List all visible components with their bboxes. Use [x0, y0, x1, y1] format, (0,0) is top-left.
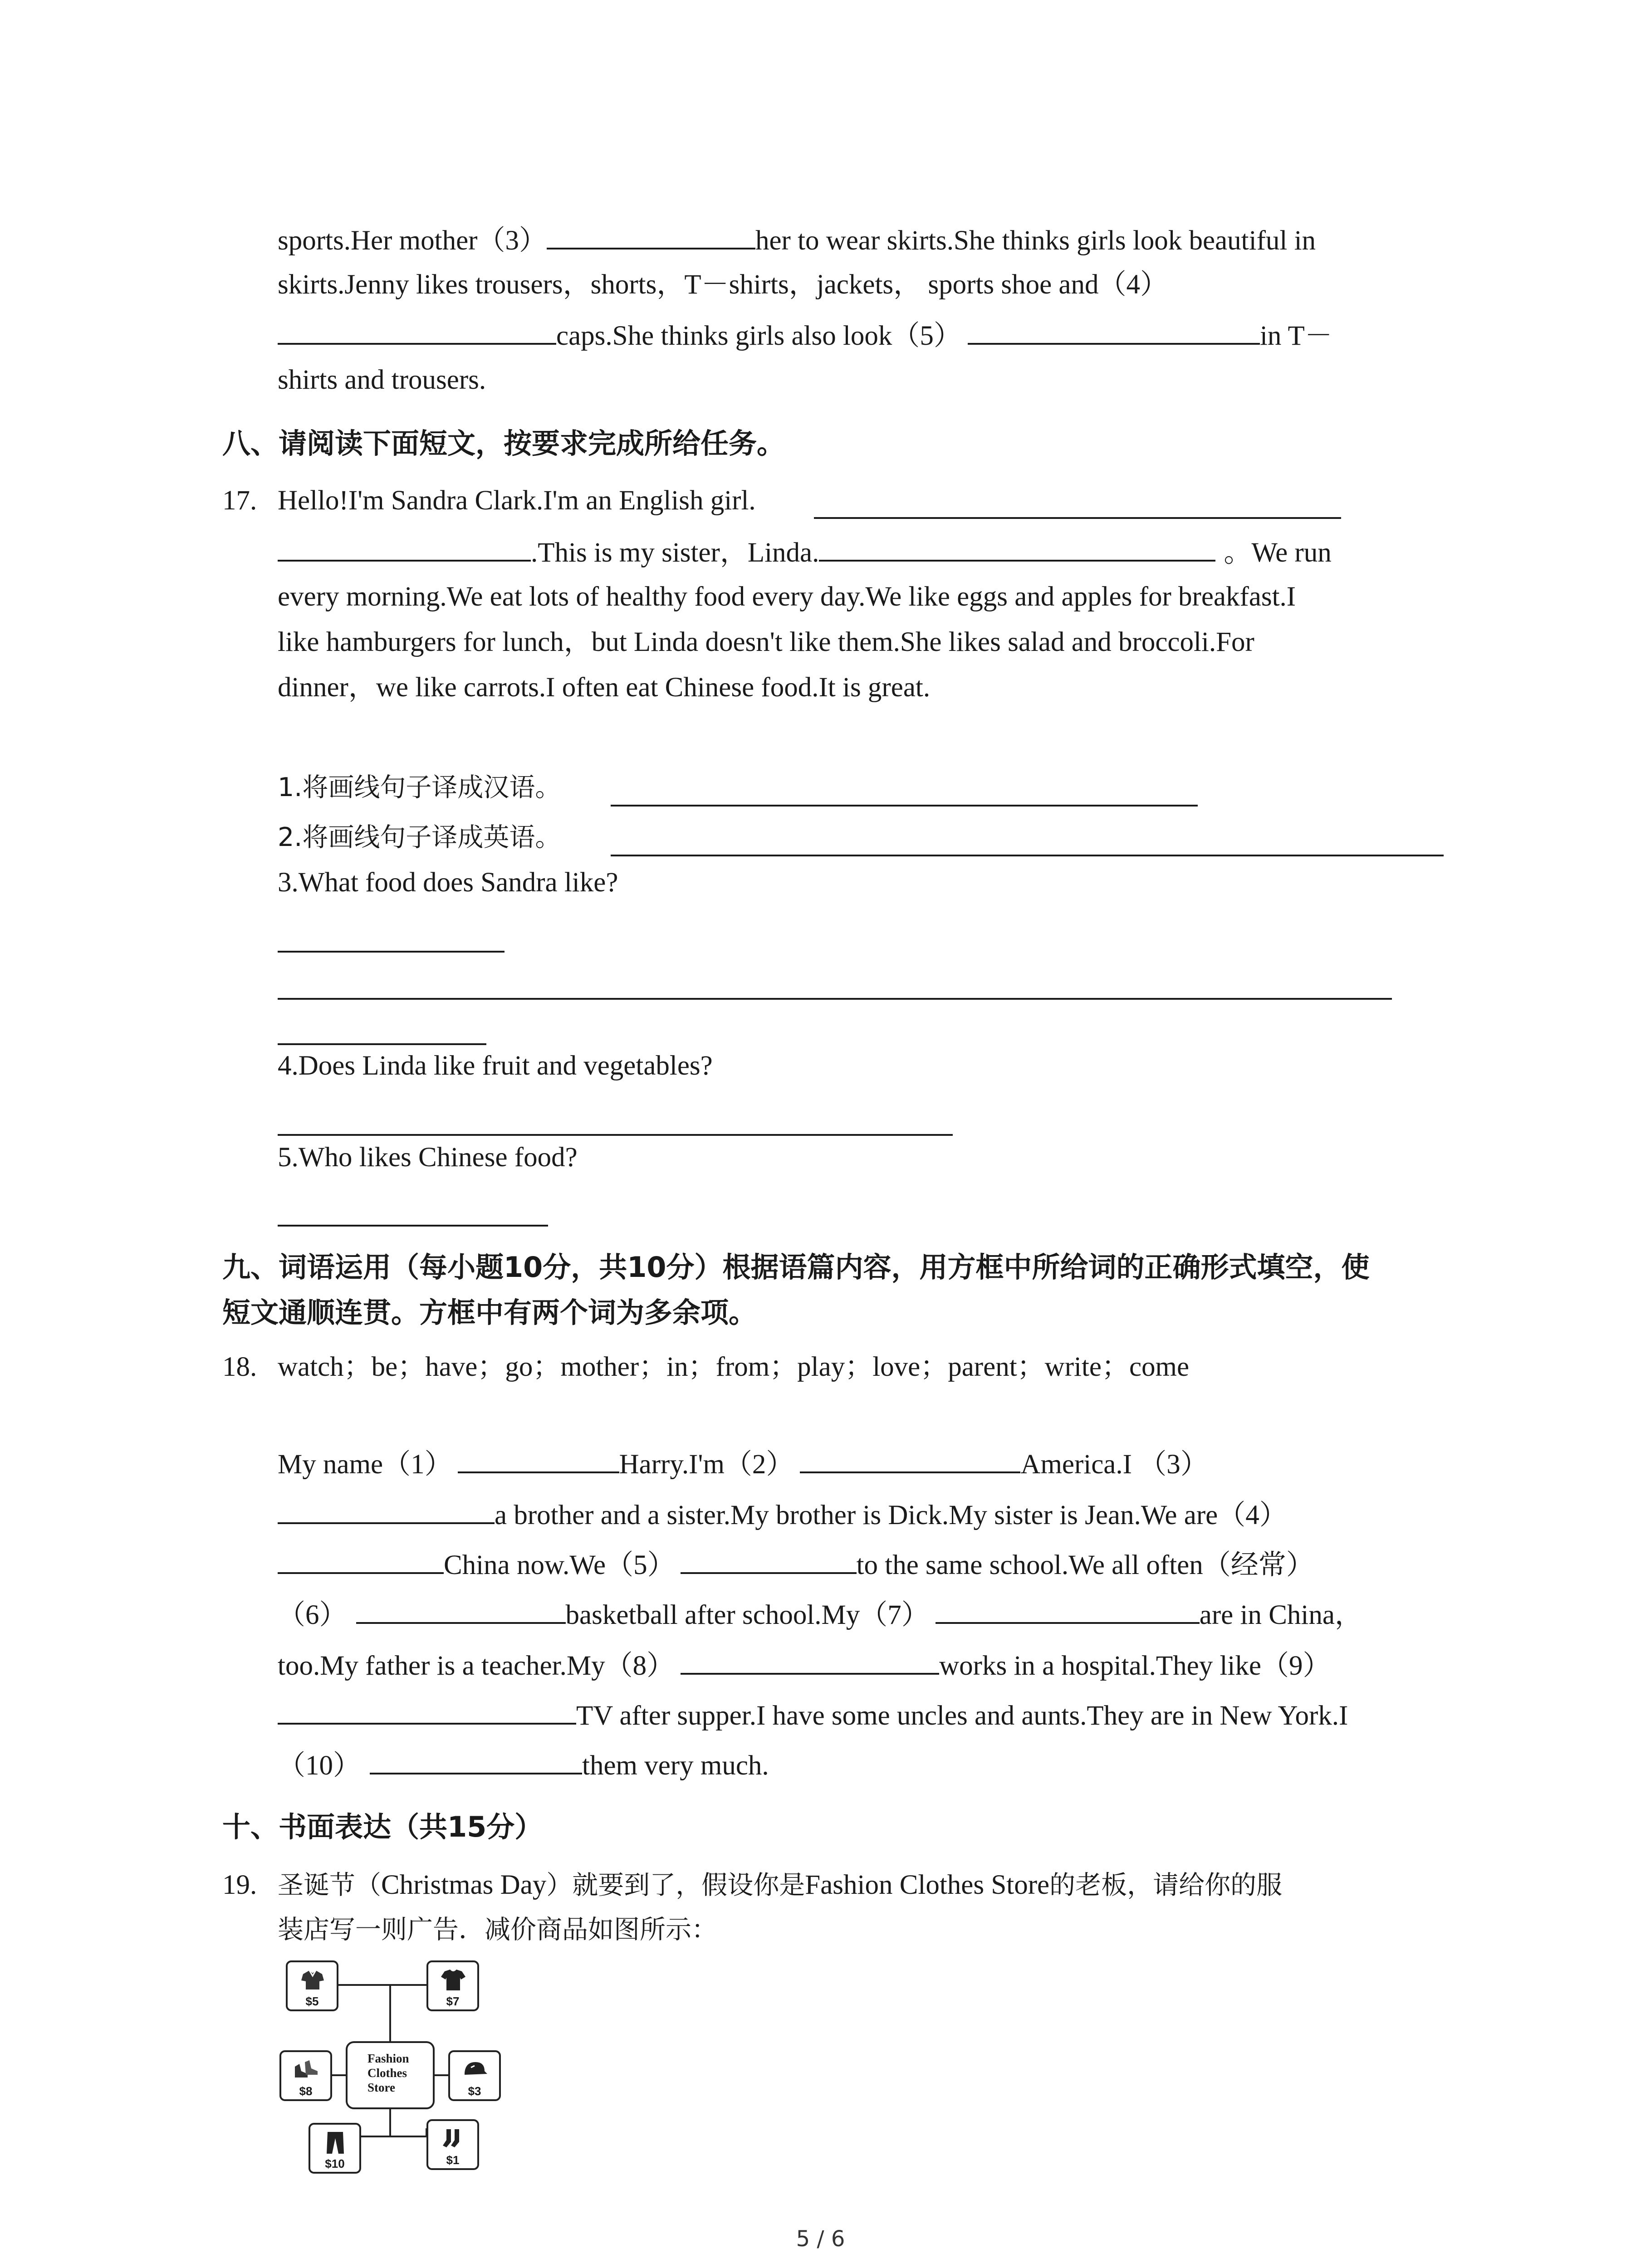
answer-line[interactable]: [278, 1043, 486, 1045]
sale-item-cap: [448, 2050, 501, 2101]
passage-line: shirts and trousers.: [278, 365, 486, 395]
question-number: 19.: [222, 1870, 257, 1900]
answer-line[interactable]: [278, 1134, 953, 1136]
section-heading: 八、请阅读下面短文，按要求完成所给任务。: [222, 427, 785, 460]
page-number: 5 / 6: [796, 2226, 845, 2252]
word-bank: watch；be；have；go；mother；in；from；play；love；parent；write；come: [278, 1352, 1190, 1382]
answer-line[interactable]: [278, 951, 505, 953]
answer-line[interactable]: [611, 805, 1198, 807]
store-center-node: [346, 2041, 435, 2109]
answer-blank[interactable]: [547, 221, 755, 249]
answer-blank[interactable]: [370, 1746, 582, 1774]
reading-paragraph: dinner，we like carrots.I often eat Chinese food.It is great.: [278, 672, 931, 703]
answer-blank[interactable]: [936, 1596, 1200, 1624]
price-label: $10: [325, 2157, 345, 2170]
shoes-icon: [292, 2058, 320, 2082]
writing-prompt: 圣诞节（Christmas Day）就要到了，假设你是Fashion Clothes Store的老板，请给你的服: [278, 1870, 1283, 1900]
sale-item-shirt: [286, 1960, 338, 2011]
answer-blank[interactable]: [800, 1445, 1020, 1473]
question-number: 17.: [222, 485, 257, 516]
task-question: 1.将画线句子译成汉语。: [278, 772, 561, 802]
reading-paragraph: .This is my sister，Linda. 。We run: [278, 533, 1332, 571]
writing-prompt: 装店写一则广告．减价商品如图所示：: [278, 1915, 717, 1945]
answer-blank[interactable]: [278, 1496, 495, 1524]
answer-line[interactable]: [278, 998, 1392, 1000]
reading-paragraph: every morning.We eat lots of healthy food every day.We like eggs and apples for breakfast.I: [278, 582, 1296, 612]
sale-item-t-shirt: [426, 1960, 479, 2011]
shirt-icon: [299, 1968, 327, 1992]
price-label: $1: [446, 2153, 460, 2167]
price-label: $5: [305, 1994, 319, 2008]
sale-items-diagram: [277, 1960, 522, 2177]
sale-item-socks: [426, 2119, 479, 2170]
answer-blank[interactable]: [278, 317, 556, 345]
cloze-line: too.My father is a teacher.My（8） works in a hospital.They like（9）: [278, 1647, 1330, 1684]
reading-paragraph: Hello!I'm Sandra Clark.I'm an English girl.: [278, 485, 756, 516]
underlined-sentence: [814, 517, 1341, 519]
sale-item-shoes: [279, 2050, 332, 2101]
task-question: 3.What food does Sandra like?: [278, 867, 618, 898]
cloze-line: （6） basketball after school.My（7） are in China，: [278, 1596, 1362, 1633]
answer-line[interactable]: [278, 1225, 548, 1227]
question-number: 18.: [222, 1352, 257, 1382]
answer-blank[interactable]: [968, 317, 1260, 345]
price-label: $7: [446, 1994, 460, 2008]
answer-line[interactable]: [611, 855, 1444, 856]
trousers-icon: [321, 2130, 349, 2155]
underlined-sentence: [819, 533, 1215, 562]
store-name-line: Fashion: [367, 2052, 409, 2065]
answer-blank[interactable]: [356, 1596, 566, 1624]
section-heading: 九、词语运用（每小题10分，共10分）根据语篇内容，用方框中所给词的正确形式填空，使: [222, 1251, 1370, 1284]
answer-blank[interactable]: [681, 1647, 939, 1675]
cloze-line: My name（1） Harry.I'm（2） America.I （3）: [278, 1445, 1208, 1483]
sale-item-trousers: [309, 2123, 361, 2174]
cloze-line: （10） them very much.: [278, 1746, 769, 1784]
t-shirt-icon: [439, 1968, 467, 1992]
answer-blank[interactable]: [458, 1445, 619, 1473]
reading-paragraph: like hamburgers for lunch，but Linda doesn't like them.She likes salad and broccoli.For: [278, 627, 1254, 657]
store-name-line: Store: [367, 2081, 395, 2094]
passage-line: skirts.Jenny likes trousers，shorts，T－shirts，jackets， sports shoe and（4）: [278, 269, 1168, 300]
socks-icon: [439, 2126, 467, 2151]
answer-blank[interactable]: [681, 1546, 857, 1574]
task-question: 4.Does Linda like fruit and vegetables?: [278, 1051, 713, 1081]
answer-blank[interactable]: [278, 1696, 576, 1725]
section-heading: 短文通顺连贯。方框中有两个词为多余项。: [222, 1296, 757, 1329]
cloze-line: TV after supper.I have some uncles and aunts.They are in New York.I: [278, 1696, 1348, 1734]
store-name-line: Clothes: [367, 2066, 407, 2080]
passage-line: caps.She thinks girls also look（5） in T－: [278, 317, 1332, 354]
passage-line: sports.Her mother（3） her to wear skirts.She thinks girls look beautiful in: [278, 221, 1316, 259]
price-label: $3: [468, 2084, 481, 2098]
underlined-sentence: [278, 533, 531, 562]
cap-icon: [461, 2058, 489, 2082]
task-question: 2.将画线句子译成英语。: [278, 822, 561, 852]
task-question: 5.Who likes Chinese food?: [278, 1142, 578, 1173]
cloze-line: a brother and a sister.My brother is Dick.My sister is Jean.We are（4）: [278, 1496, 1287, 1534]
cloze-line: China now.We（5） to the same school.We all often（经常）: [278, 1546, 1314, 1584]
answer-blank[interactable]: [278, 1546, 444, 1574]
section-heading: 十、书面表达（共15分）: [222, 1810, 543, 1843]
price-label: $8: [299, 2084, 313, 2098]
